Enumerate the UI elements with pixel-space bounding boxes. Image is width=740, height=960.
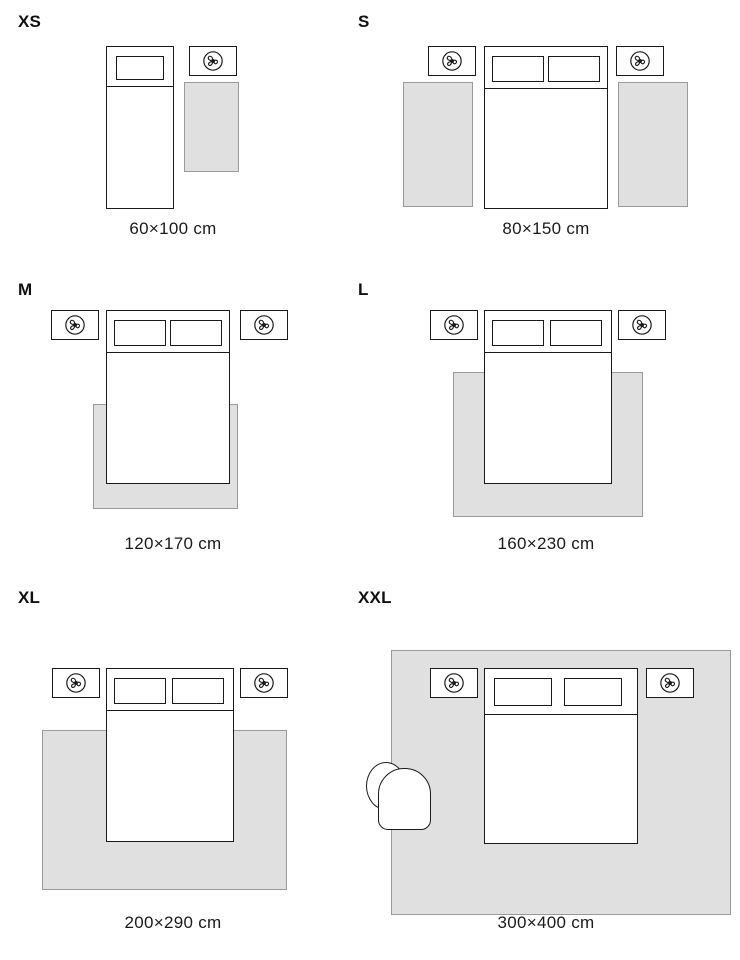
scene-l: [358, 292, 728, 522]
size-label-xs: XS: [18, 12, 42, 31]
nightstand-right-xxl: [646, 668, 694, 698]
scene-xxl: [358, 650, 728, 900]
size-label-xl: XL: [18, 588, 41, 607]
nightstand-right-s: [616, 46, 664, 76]
lamp-icon: [64, 314, 86, 336]
caption-xxl: 300×400 cm: [497, 913, 595, 932]
pillow-right-xl: [172, 678, 224, 704]
lamp-icon: [443, 672, 465, 694]
size-label-xxl: XXL: [358, 588, 392, 607]
rug-xs: [184, 82, 239, 172]
nightstand-right-xs: [189, 46, 237, 76]
size-label-l: L: [358, 280, 369, 299]
lamp-icon: [659, 672, 681, 694]
lamp-icon: [253, 672, 275, 694]
size-cell-xs: [18, 12, 348, 262]
armchair-xxl: [366, 762, 451, 842]
nightstand-right-m: [240, 310, 288, 340]
armchair-seat-xxl: [378, 768, 431, 830]
size-cell-xl: [18, 588, 348, 948]
size-label-m: M: [18, 280, 33, 299]
size-cell-s: [358, 12, 728, 262]
caption-xs: 60×100 cm: [129, 219, 217, 238]
pillow-right-l: [550, 320, 602, 346]
lamp-icon: [441, 50, 463, 72]
size-cell-m: [18, 280, 348, 580]
pillow-right-m: [170, 320, 222, 346]
nightstand-left-l: [430, 310, 478, 340]
lamp-icon: [65, 672, 87, 694]
rug-s-right: [618, 82, 688, 207]
size-cell-l: [358, 280, 728, 580]
pillow-right-xxl: [564, 678, 622, 706]
pillow-left-xxl: [494, 678, 552, 706]
bed-s: [484, 88, 608, 209]
nightstand-left-xl: [52, 668, 100, 698]
pillow-left-m: [114, 320, 166, 346]
pillow-left-l: [492, 320, 544, 346]
bed-xl: [106, 710, 234, 842]
caption-s: 80×150 cm: [502, 219, 590, 238]
pillow-left-xl: [114, 678, 166, 704]
scene-xl: [18, 650, 348, 900]
size-label-s: S: [358, 12, 370, 31]
bed-xxl: [484, 714, 638, 844]
bed-m: [106, 352, 230, 484]
pillow-left-s: [492, 56, 544, 82]
pillow-xs: [116, 56, 164, 80]
size-cell-xxl: [358, 588, 728, 948]
lamp-icon: [629, 50, 651, 72]
caption-m: 120×170 cm: [124, 534, 222, 553]
lamp-icon: [443, 314, 465, 336]
bed-xs: [106, 86, 174, 209]
nightstand-right-l: [618, 310, 666, 340]
lamp-icon: [202, 50, 224, 72]
scene-s: [358, 24, 728, 209]
nightstand-left-xxl: [430, 668, 478, 698]
nightstand-left-m: [51, 310, 99, 340]
nightstand-left-s: [428, 46, 476, 76]
rug-s-left: [403, 82, 473, 207]
scene-xs: [18, 24, 348, 209]
lamp-icon: [631, 314, 653, 336]
lamp-icon: [253, 314, 275, 336]
pillow-right-s: [548, 56, 600, 82]
bed-l: [484, 352, 612, 484]
caption-l: 160×230 cm: [497, 534, 595, 553]
nightstand-right-xl: [240, 668, 288, 698]
caption-xl: 200×290 cm: [124, 913, 222, 932]
scene-m: [18, 292, 348, 522]
